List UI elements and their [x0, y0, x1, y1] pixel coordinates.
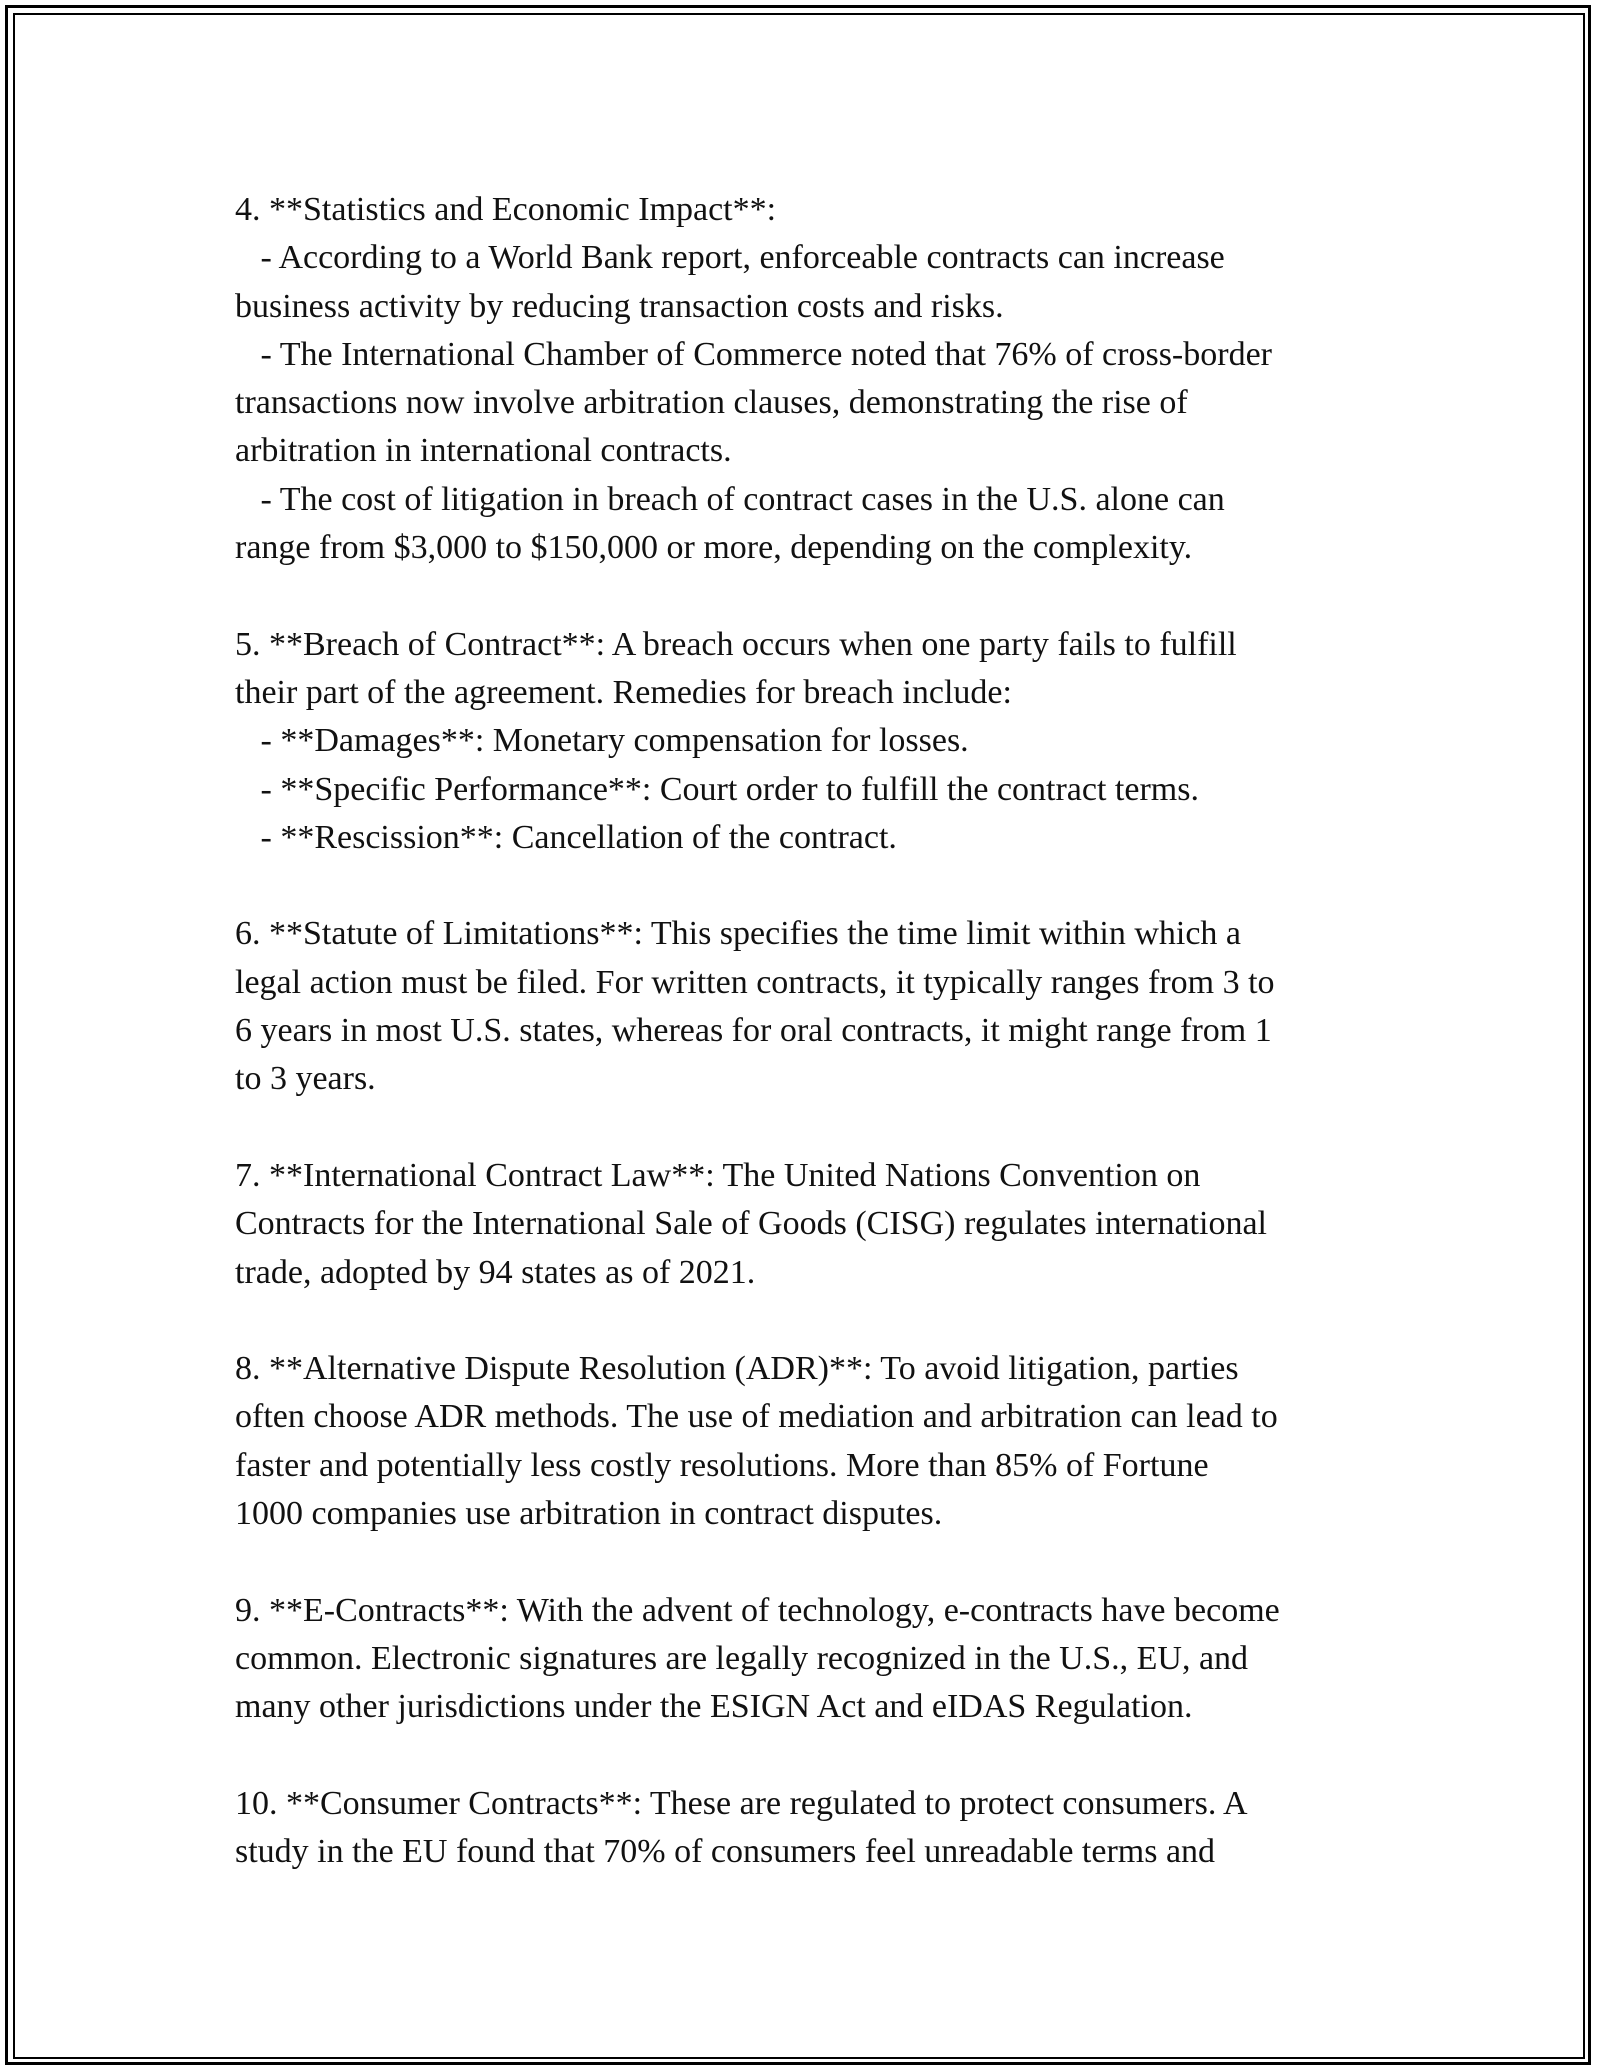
paragraph-line: - The International Chamber of Commerce noted that 76% of cross-border	[235, 335, 1272, 373]
section-adr	[235, 1345, 1385, 1538]
document-body	[235, 186, 1385, 1876]
section-statute	[235, 910, 1385, 1103]
paragraph-line: often choose ADR methods. The use of mediation and arbitration can lead to	[235, 1398, 1278, 1436]
section-consumer	[235, 1780, 1385, 1877]
paragraph-spacer	[235, 862, 1385, 910]
paragraph-spacer	[235, 1104, 1385, 1152]
paragraph-line: range from $3,000 to $150,000 or more, depending on the complexity.	[235, 529, 1193, 567]
paragraph-line: faster and potentially less costly resolutions. More than 85% of Fortune	[235, 1446, 1209, 1484]
section-heading: 9. **E-Contracts**: With the advent of technology, e-contracts have become	[235, 1591, 1280, 1629]
section-heading: 5. **Breach of Contract**: A breach occurs when one party fails to fulfill	[235, 625, 1237, 663]
paragraph-line: - The cost of litigation in breach of contract cases in the U.S. alone can	[235, 480, 1225, 518]
paragraph-line: arbitration in international contracts.	[235, 432, 732, 470]
paragraph-line: transactions now involve arbitration clauses, demonstrating the rise of	[235, 384, 1188, 422]
paragraph-line: trade, adopted by 94 states as of 2021.	[235, 1253, 756, 1291]
paragraph-line: 1000 companies use arbitration in contract disputes.	[235, 1495, 943, 1533]
section-statistics	[235, 186, 1385, 572]
paragraph-line: their part of the agreement. Remedies for breach include:	[235, 673, 1012, 711]
paragraph-line: - According to a World Bank report, enforceable contracts can increase	[235, 239, 1225, 277]
section-heading: 7. **International Contract Law**: The United Nations Convention on	[235, 1156, 1201, 1194]
paragraph-line: common. Electronic signatures are legally recognized in the U.S., EU, and	[235, 1639, 1249, 1677]
paragraph-line: business activity by reducing transaction costs and risks.	[235, 287, 1004, 325]
paragraph-line: - **Rescission**: Cancellation of the contract.	[235, 818, 897, 856]
paragraph-line: study in the EU found that 70% of consumers feel unreadable terms and	[235, 1833, 1216, 1871]
section-international	[235, 1152, 1385, 1297]
section-econtracts	[235, 1587, 1385, 1732]
section-heading: 6. **Statute of Limitations**: This specifies the time limit within which a	[235, 915, 1242, 953]
paragraph-spacer	[235, 1538, 1385, 1586]
section-heading: 4. **Statistics and Economic Impact**:	[235, 191, 777, 228]
paragraph-spacer	[235, 572, 1385, 620]
paragraph-line: 6 years in most U.S. states, whereas for oral contracts, it might range from 1	[235, 1012, 1272, 1050]
paragraph-line: many other jurisdictions under the ESIGN Act and eIDAS Regulation.	[235, 1688, 1193, 1726]
paragraph-line: - **Damages**: Monetary compensation for losses.	[235, 722, 969, 760]
paragraph-line: to 3 years.	[235, 1060, 376, 1098]
paragraph-spacer	[235, 1732, 1385, 1780]
paragraph-line: - **Specific Performance**: Court order to fulfill the contract terms.	[235, 770, 1199, 808]
paragraph-spacer	[235, 1297, 1385, 1345]
paragraph-line: legal action must be filed. For written contracts, it typically ranges from 3 to	[235, 963, 1275, 1001]
section-heading: 10. **Consumer Contracts**: These are regulated to protect consumers. A	[235, 1784, 1248, 1822]
section-heading: 8. **Alternative Dispute Resolution (ADR)**: To avoid litigation, parties	[235, 1350, 1239, 1388]
section-breach	[235, 621, 1385, 862]
paragraph-line: Contracts for the International Sale of Goods (CISG) regulates international	[235, 1205, 1267, 1243]
